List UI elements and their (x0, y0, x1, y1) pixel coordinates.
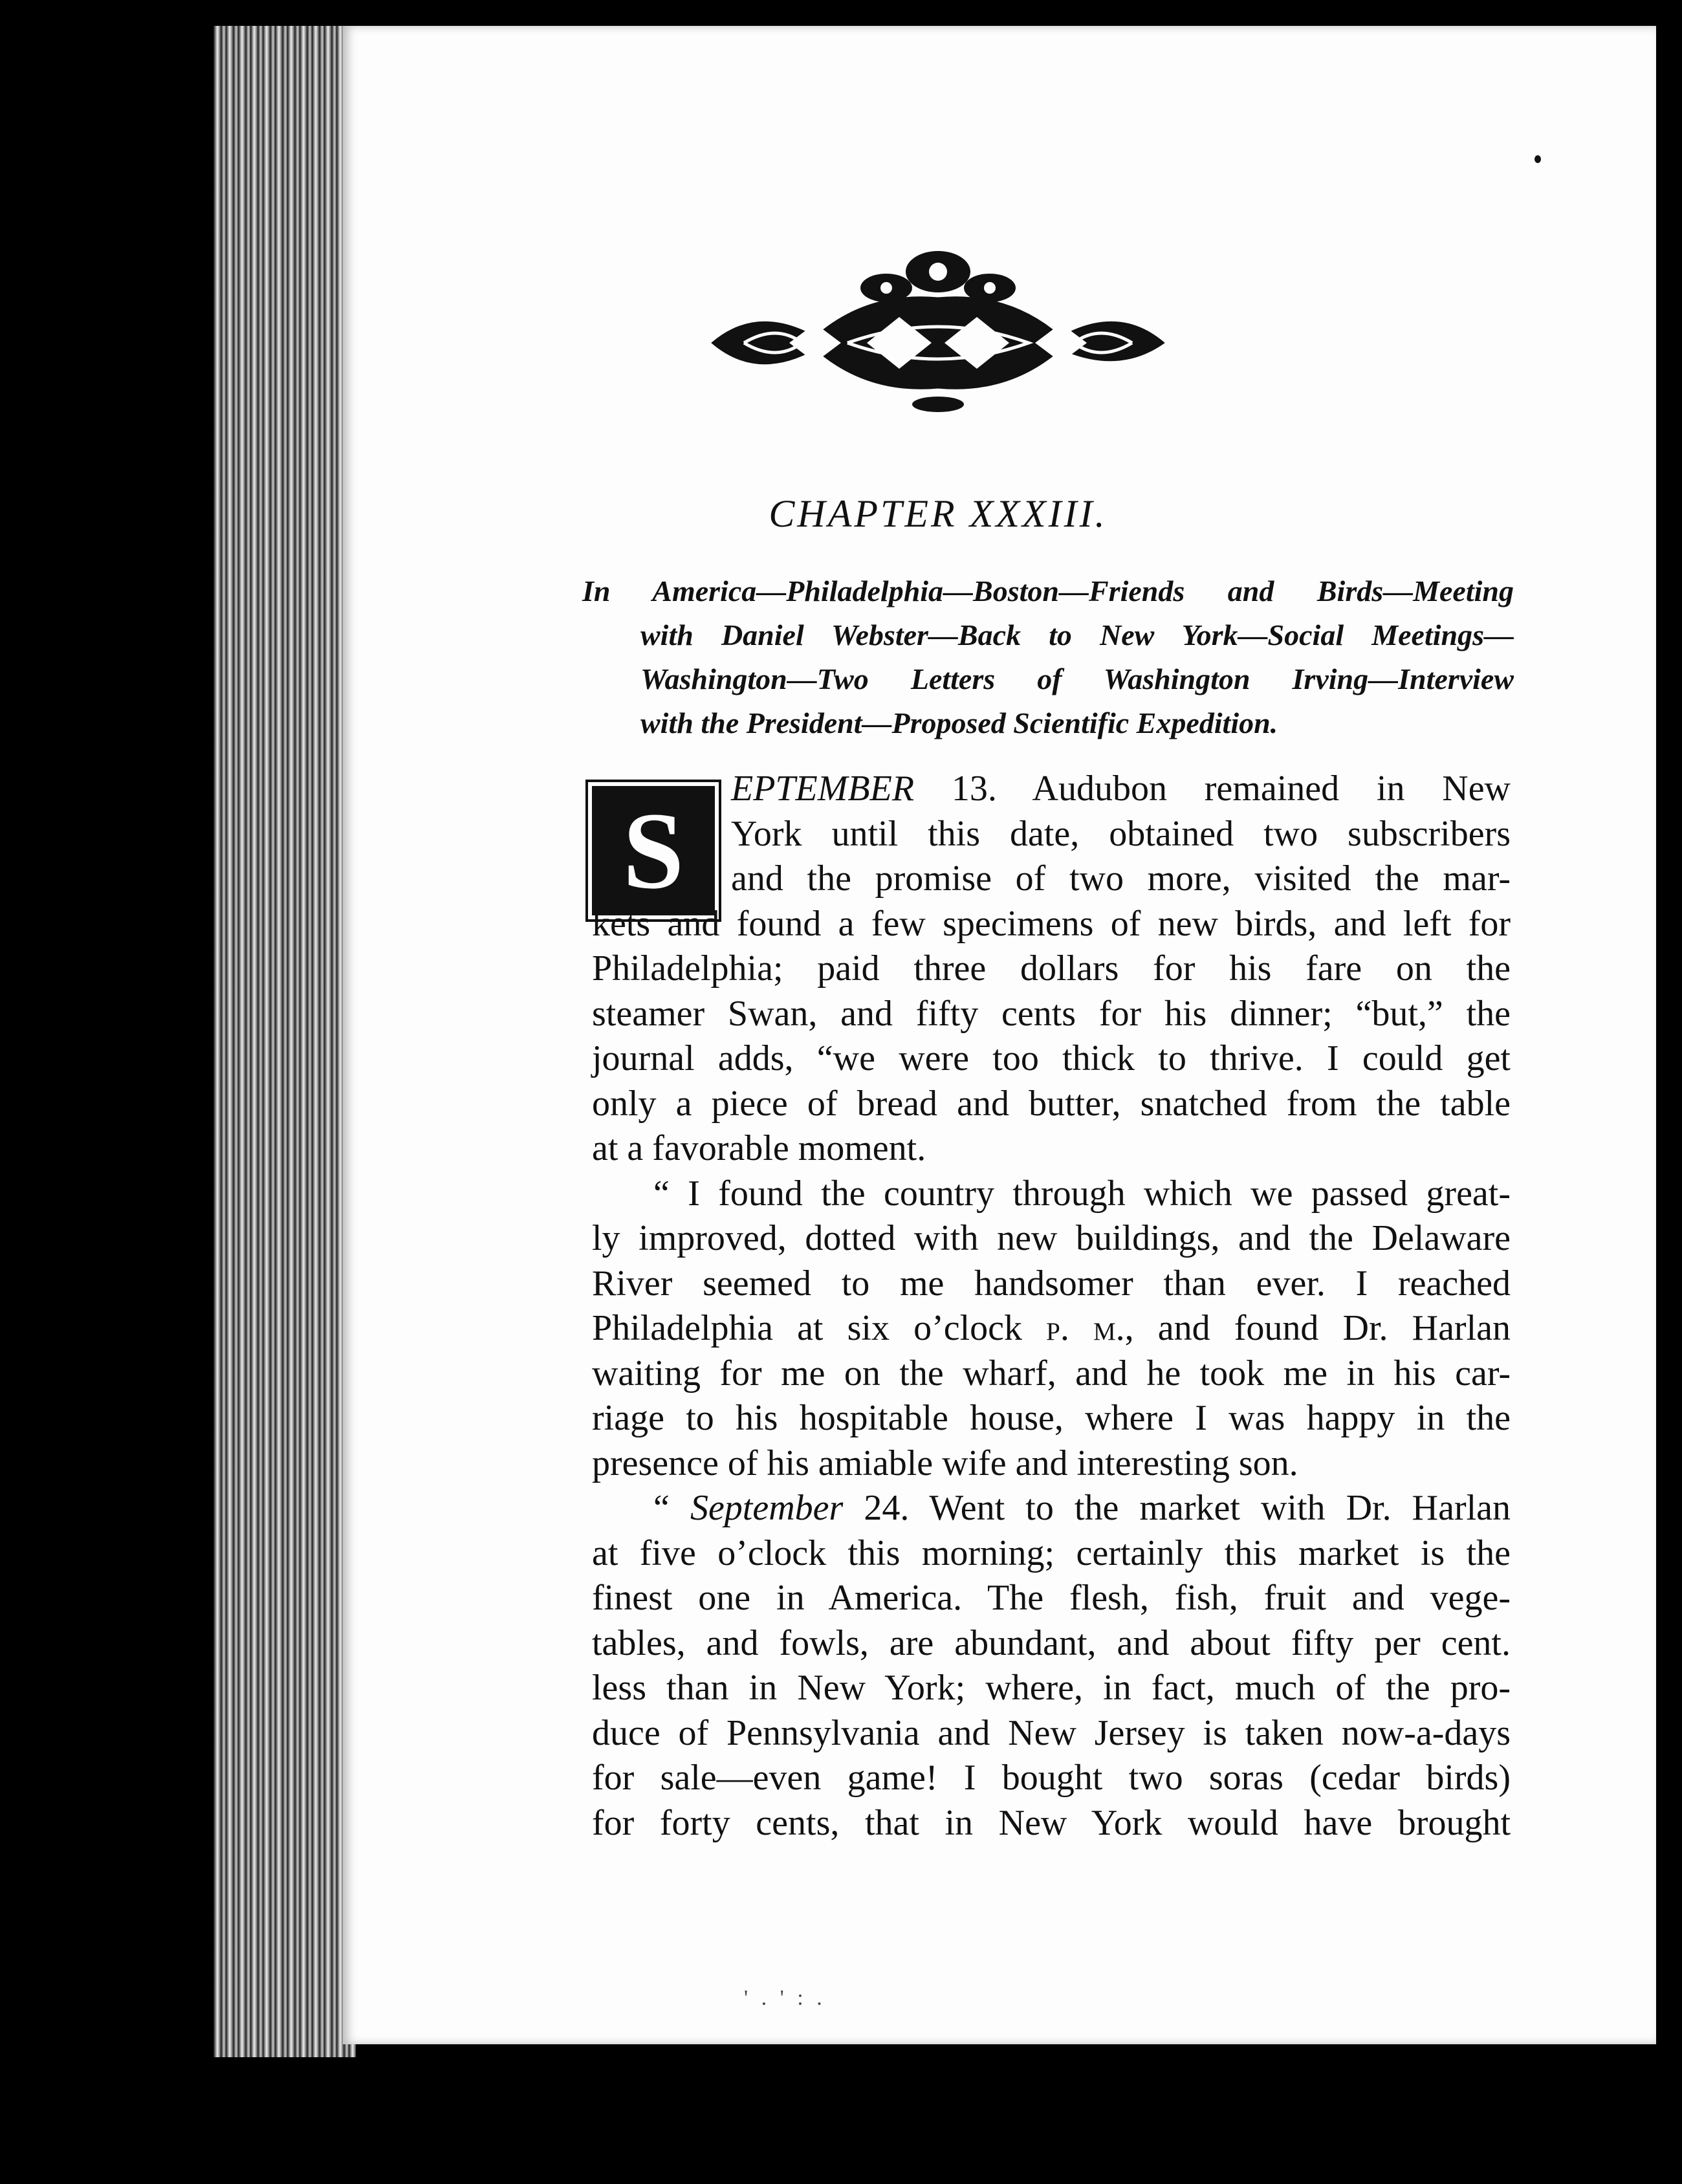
body-line: less than in New York; where, in fact, much of the pro- (592, 1668, 1511, 1708)
body-line: tables, and fowls, are abundant, and about fifty per cent. (592, 1622, 1511, 1663)
body-line-text: 13. Audubon remained in New (914, 769, 1511, 809)
body-line: kets and found a few specimens of new birds, and left for (592, 903, 1511, 944)
chapter-synopsis (582, 569, 1514, 745)
body-line: finest one in America. The flesh, fish, fruit and vege- (592, 1578, 1511, 1618)
synopsis-line: with Daniel Webster—Back to New York—Social Meetings— (640, 618, 1514, 651)
synopsis-line: Washington—Two Letters of Washington Irving—Interview (640, 662, 1514, 695)
time-abbreviation: p. m. (1046, 1308, 1125, 1348)
body-line: at five o’clock this morning; certainly this market is the (592, 1533, 1511, 1573)
body-line (592, 767, 1511, 812)
drop-cap-initial: S (592, 786, 715, 915)
synopsis-line: In America—Philadelphia—Boston—Friends and Birds—Meeting (582, 574, 1514, 607)
body-line-text: Philadelphia at six o’clock (592, 1308, 1047, 1348)
body-line (592, 1486, 1511, 1531)
stray-print-marks: ' . ' : . (744, 1986, 826, 2010)
right-border (1656, 0, 1682, 2184)
body-line-text: 24. Went to the market with Dr. Harlan (843, 1488, 1511, 1528)
body-line: waiting for me on the wharf, and he took me in his car- (592, 1353, 1511, 1393)
body-line: journal adds, “we were too thick to thrive. I could get (592, 1038, 1511, 1078)
book-page-edges (213, 26, 356, 2057)
chapter-ornament-headpiece (705, 246, 1171, 414)
body-line: riage to his hospitable house, where I was happy in the (592, 1398, 1511, 1438)
body-line: steamer Swan, and fifty cents for his dinner; “but,” the (592, 993, 1511, 1034)
body-line: at a favorable moment. (592, 1128, 926, 1168)
synopsis-line: with the President—Proposed Scientific Expedition. (640, 706, 1278, 739)
body-line: River seemed to me handsomer than ever. I reached (592, 1263, 1511, 1304)
body-line: for sale—even game! I bought two soras (cedar birds) (592, 1758, 1511, 1798)
journal-date: September (690, 1488, 844, 1528)
body-text (592, 767, 1511, 1846)
body-line: presence of his amiable wife and interesting son. (592, 1443, 1298, 1483)
body-line: duce of Pennsylvania and New Jersey is taken now-a-days (592, 1712, 1511, 1753)
body-line: Philadelphia; paid three dollars for his fare on the (592, 948, 1511, 988)
body-line (592, 1306, 1511, 1351)
body-line-text: “ (653, 1488, 690, 1528)
chapter-title: CHAPTER XXXIII. (769, 492, 1108, 535)
body-line-text: , and found Dr. Harlan (1124, 1308, 1511, 1348)
body-line: York until this date, obtained two subscribers (731, 813, 1511, 854)
body-line: for forty cents, that in New York would have brought (592, 1802, 1511, 1843)
opening-word: EPTEMBER (731, 769, 915, 809)
body-line: only a piece of bread and butter, snatched from the table (592, 1083, 1511, 1124)
ink-speck (1535, 155, 1541, 163)
body-line: and the promise of two more, visited the mar- (731, 858, 1511, 899)
body-line: ly improved, dotted with new buildings, and the Delaware (592, 1218, 1511, 1258)
body-line: “ I found the country through which we passed great- (653, 1173, 1511, 1214)
